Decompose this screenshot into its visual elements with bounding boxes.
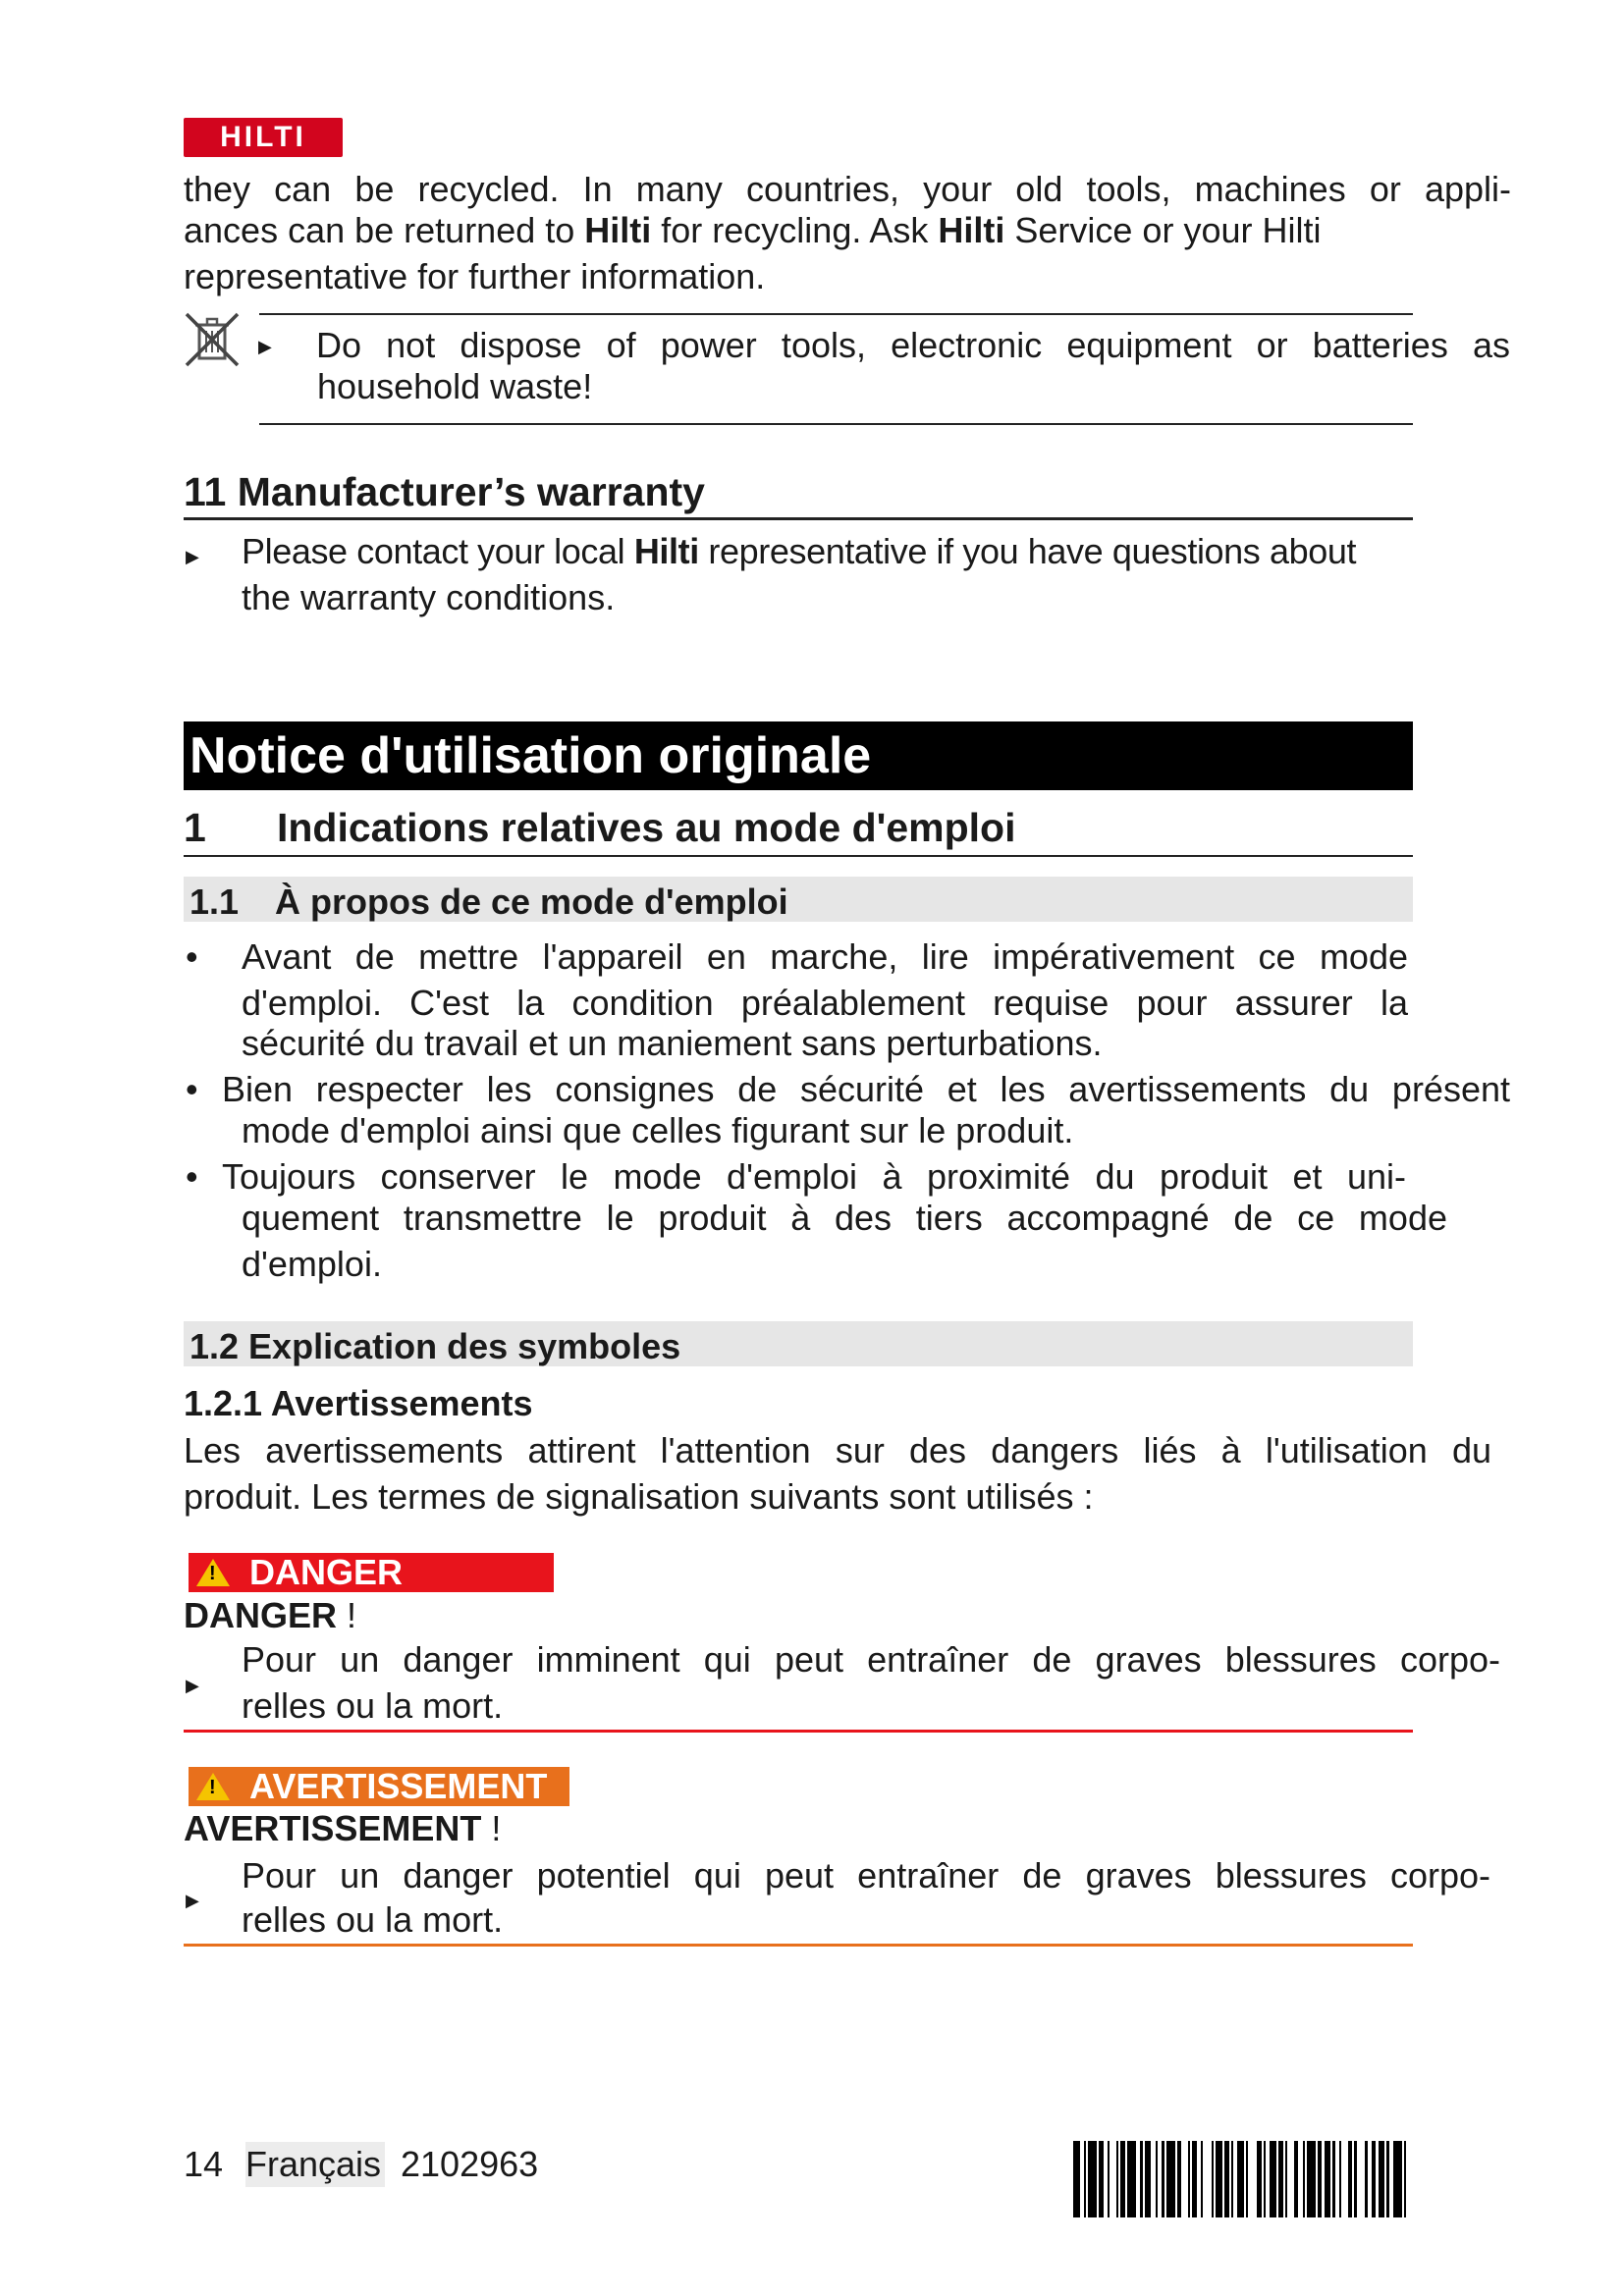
warning-line-1: Pour un danger potentiel qui peut entraîner de graves blessures corpo- bbox=[242, 1855, 1490, 1896]
section-1-title: Indications relatives au mode d'emploi bbox=[277, 805, 1016, 850]
warning-heading: AVERTISSEMENT ! bbox=[184, 1808, 502, 1848]
recycling-line-1: they can be recycled. In many countries, your old tools, machines or appli- bbox=[184, 169, 1511, 209]
hilti-logo bbox=[184, 118, 343, 157]
barcode-bar bbox=[1287, 2141, 1294, 2217]
bullet-1-line-1: Avant de mettre l'appareil en marche, lire impérativement ce mode bbox=[242, 936, 1408, 977]
barcode-bar bbox=[1393, 2141, 1402, 2217]
bullet-dot: • bbox=[186, 1156, 198, 1197]
triangle-bullet-icon: ▶ bbox=[186, 547, 199, 566]
warnings-intro-line-2: produit. Les termes de signalisation suivants sont utilisés : bbox=[184, 1476, 1094, 1517]
danger-heading: DANGER ! bbox=[184, 1595, 357, 1635]
bullet-1-line-2: d'emploi. C'est la condition préalablement requise pour assurer la bbox=[242, 983, 1408, 1023]
barcode-bar bbox=[1237, 2141, 1244, 2217]
warnings-intro-line-1: Les avertissements attirent l'attention sur des dangers liés à l'utilisation du bbox=[184, 1430, 1491, 1470]
footer-page-number: 14 bbox=[184, 2144, 224, 2184]
triangle-bullet-icon: ▶ bbox=[186, 1676, 199, 1695]
barcode-bar bbox=[1216, 2141, 1222, 2217]
recycling-line-2: ances can be returned to Hilti for recycling. Ask Hilti Service or your Hilti bbox=[184, 210, 1322, 250]
bullet-3-line-3: d'emploi. bbox=[242, 1244, 382, 1284]
bullet-3-line-2: quement transmettre le produit à des tiers accompagné de ce mode bbox=[242, 1198, 1447, 1238]
barcode-bar bbox=[1270, 2141, 1276, 2217]
danger-line-1: Pour un danger imminent qui peut entraîner de graves blessures corpo- bbox=[242, 1639, 1500, 1680]
section-1-number: 1 bbox=[184, 805, 206, 850]
footer-doc-number: 2102963 bbox=[401, 2144, 539, 2184]
notice-title-bar: Notice d'utilisation originale bbox=[184, 721, 1413, 790]
dispose-line-2: household waste! bbox=[317, 366, 593, 406]
barcode-bar bbox=[1203, 2141, 1212, 2217]
dispose-line-1: Do not dispose of power tools, electronic equipment or batteries as bbox=[316, 325, 1510, 365]
warranty-line-2: the warranty conditions. bbox=[242, 577, 616, 617]
danger-tag-label: DANGER bbox=[249, 1552, 404, 1592]
warning-tag-label: AVERTISSEMENT bbox=[249, 1766, 548, 1806]
warning-triangle-icon bbox=[196, 1559, 230, 1586]
warning-signal-tag bbox=[189, 1767, 569, 1806]
barcode-bar bbox=[1110, 2141, 1116, 2217]
dispose-bottom-rule bbox=[259, 423, 1413, 425]
triangle-bullet-icon: ▶ bbox=[186, 1891, 199, 1910]
recycling-line-3: representative for further information. bbox=[184, 256, 766, 296]
barcode-bar bbox=[1127, 2141, 1136, 2217]
section-1-2-title: 1.2 Explication des symboles bbox=[189, 1326, 681, 1366]
warning-triangle-icon bbox=[196, 1773, 230, 1800]
warranty-line-1: Please contact your local Hilti representative if you have questions about bbox=[242, 531, 1357, 571]
bullet-1-line-3: sécurité du travail et un maniement sans perturbations. bbox=[242, 1023, 1103, 1063]
warning-rule bbox=[184, 1944, 1413, 1947]
section-1-1-title: À propos de ce mode d'emploi bbox=[275, 881, 788, 922]
warranty-rule bbox=[184, 517, 1413, 520]
triangle-bullet-icon: ▶ bbox=[258, 337, 272, 356]
bullet-dot: • bbox=[186, 936, 198, 977]
barcode-bar bbox=[1307, 2141, 1316, 2217]
barcode bbox=[1073, 2141, 1413, 2217]
danger-rule bbox=[184, 1730, 1413, 1733]
barcode-bar bbox=[1088, 2141, 1097, 2217]
danger-line-2: relles ou la mort. bbox=[242, 1685, 504, 1726]
logo-text: HILTI bbox=[220, 121, 306, 153]
warning-line-2: relles ou la mort. bbox=[242, 1899, 504, 1940]
barcode-bar bbox=[1145, 2141, 1152, 2217]
barcode-bar bbox=[1325, 2141, 1331, 2217]
bullet-dot: • bbox=[186, 1069, 198, 1109]
crossed-out-bin-icon bbox=[183, 310, 242, 369]
footer-language: Français bbox=[245, 2142, 385, 2187]
bullet-2-line-1: Bien respecter les consignes de sécurité et les avertissements du présent bbox=[222, 1069, 1510, 1109]
barcode-bar bbox=[1357, 2141, 1366, 2217]
barcode-bar bbox=[1341, 2141, 1348, 2217]
barcode-bar bbox=[1248, 2141, 1257, 2217]
barcode-bar bbox=[1166, 2141, 1175, 2217]
section-1-1-number: 1.1 bbox=[189, 881, 240, 922]
bullet-3-line-1: Toujours conserver le mode d'emploi à proximité du produit et uni- bbox=[222, 1156, 1406, 1197]
barcode-bar bbox=[1379, 2141, 1385, 2217]
barcode-bar bbox=[1406, 2141, 1413, 2217]
barcode-bar bbox=[1181, 2141, 1188, 2217]
barcode-bar bbox=[1073, 2141, 1080, 2217]
section-1-2-1-title: 1.2.1 Avertissements bbox=[184, 1383, 533, 1423]
warranty-heading: 11 Manufacturer’s warranty bbox=[184, 469, 705, 514]
dispose-top-rule bbox=[259, 313, 1413, 315]
bullet-2-line-2: mode d'emploi ainsi que celles figurant sur le produit. bbox=[242, 1110, 1074, 1150]
danger-signal-tag bbox=[189, 1553, 554, 1592]
section-1-rule bbox=[184, 855, 1413, 857]
